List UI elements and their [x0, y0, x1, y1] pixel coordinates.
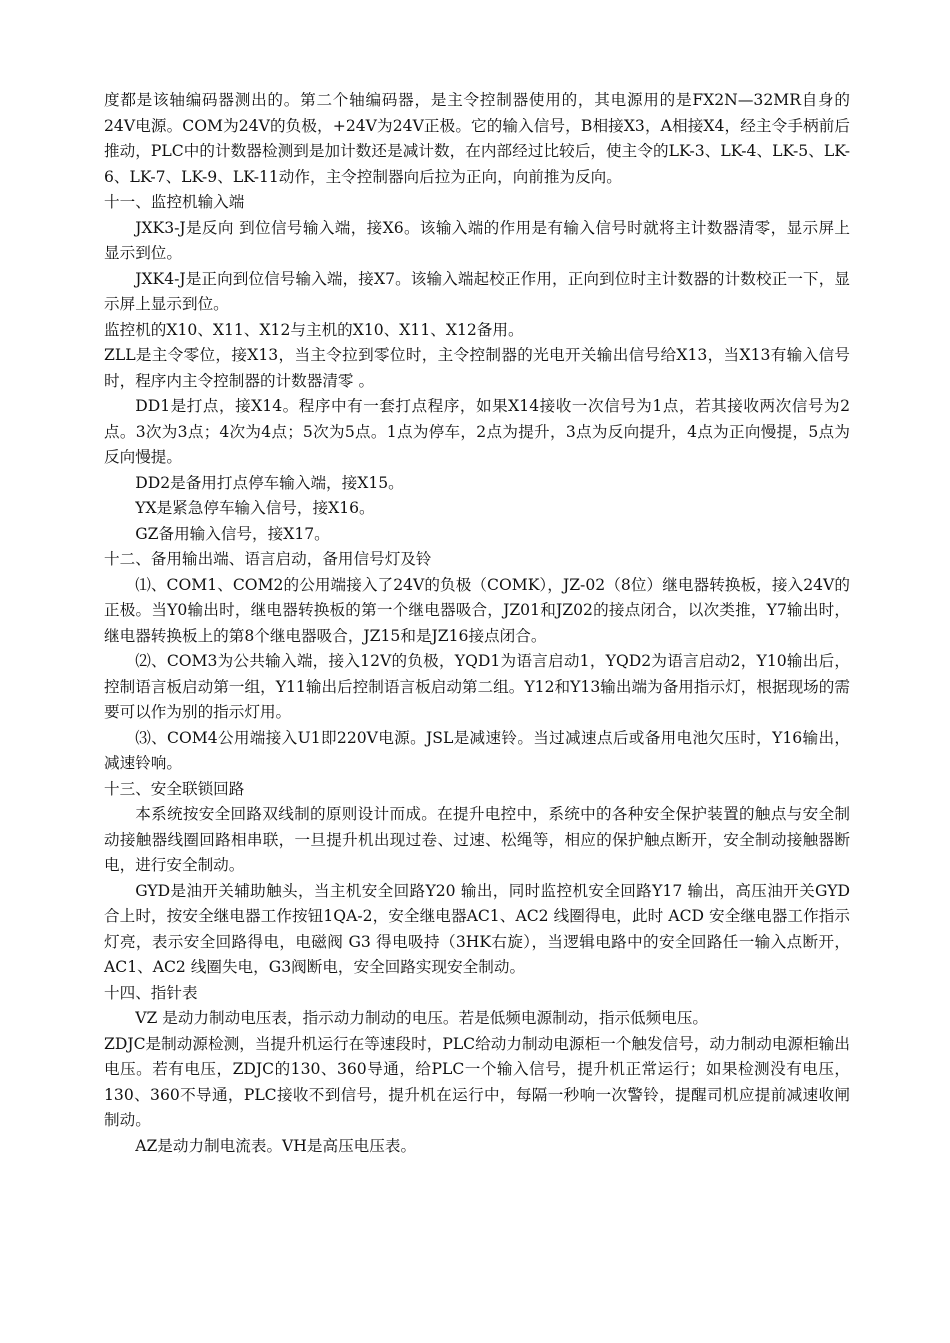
paragraph-dd2: DD2是备用打点停车输入端，接X15。 — [135, 473, 404, 492]
paragraph-dd1: DD1是打点，接X14。程序中有一套打点程序，如果X14接收一次信号为1点，若其接收两次信号为2点。3次为3点；4次为4点；5次为5点。1点为停车，2点为提升，3点为反向提升，4点为正向慢提，5点为反向慢提。 — [104, 397, 850, 466]
paragraph-encoder: 度都是该轴编码器测出的。第二个轴编码器，是主令控制器使用的，其电源用的是FX2N—32MR自身的24V电源。COM为24V的负极，+24V为24V正极。它的输入信号，B相接X3，A相接X4，经主令手柄前后推动，PLC中的计数器检测到是加计数还是减计数，在内部经过比较后，使主令的LK-3、LK-4、LK-5、LK-6、LK-7、LK-9、LK-11动作，主令控制器向后拉为正向，向前推为反向。 — [104, 91, 850, 186]
paragraph-safety-design: 本系统按安全回路双线制的原则设计而成。在提升电控中，系统中的各种安全保护装置的触点与安全制动接触器线圈回路相串联，一旦提升机出现过卷、过速、松绳等，相应的保护触点断开，安全制动接触器断电，进行安全制动。 — [104, 805, 850, 874]
section-heading-12: 十二、备用输出端、语言启动，备用信号灯及铃 — [104, 550, 432, 568]
paragraph-jxk4: JXK4-J是正向到位信号输入端，接X7。该输入端起校正作用，正向到位时主计数器的计数校正一下，显示屏上显示到位。 — [104, 269, 850, 313]
paragraph-com1-com2: ⑴、COM1、COM2的公用端接入了24V的负极（COMK），JZ-02（8位）继电器转换板，接入24V的正极。当Y0输出时，继电器转换板的第一个继电器吸合，JZ01和JZ02的接点闭合，以次类推，Y7输出时，继电器转换板上的第8个继电器吸合，JZ15和是JZ16接点闭合。 — [104, 575, 850, 645]
paragraph-x10-x12: 监控机的X10、X11、X12与主机的X10、X11、X12备用。 — [104, 320, 524, 339]
paragraph-zll: ZLL是主令零位，接X13，当主令拉到零位时，主令控制器的光电开关输出信号给X13，当X13有输入信号时，程序内主令控制器的计数器清零 。 — [104, 346, 850, 390]
document-page — [104, 88, 850, 1159]
paragraph-zdjc: ZDJC是制动源检测，当提升机运行在等速段时，PLC给动力制动电源柜一个触发信号，动力制动电源柜输出电压。若有电压，ZDJC的130、360导通，给PLC一个输入信号，提升机正常运行；如果检测没有电压，130、360不导通，PLC接收不到信号，提升机在运行中，每隔一秒响一次警铃，提醒司机应提前减速收闸制动。 — [104, 1034, 850, 1129]
section-heading-11: 十一、监控机输入端 — [104, 193, 245, 211]
paragraph-vz: VZ 是动力制动电压表，指示动力制动的电压。若是低频电源制动，指示低频电压。 — [135, 1009, 709, 1027]
section-heading-13: 十三、安全联锁回路 — [104, 779, 245, 798]
paragraph-gyd: GYD是油开关辅助触头，当主机安全回路Y20 输出，同时监控机安全回路Y17 输出，高压油开关GYD合上时，按安全继电器工作按钮1QA-2，安全继电器AC1、AC2 线圈得电，此时 ACD 安全继电器工作指示灯亮，表示安全回路得电，电磁阀 G3 得电吸持（3HK右旋），当逻辑电路中的安全回路任一输入点断开，AC1、AC2 线圈失电，G3阀断电，安全回路实现安全制动。 — [104, 881, 850, 976]
paragraph-com4: ⑶、COM4公用端接入U1即220V电源。JSL是减速铃。当过减速点后或备用电池欠压时，Y16输出，减速铃响。 — [104, 728, 850, 772]
section-heading-14: 十四、指针表 — [104, 983, 198, 1002]
paragraph-yx: YX是紧急停车输入信号，接X16。 — [135, 499, 375, 517]
paragraph-com3: ⑵、COM3为公共输入端，接入12V的负极，YQD1为语言启动1，YQD2为语言启动2，Y10输出后，控制语言板启动第一组，Y11输出后控制语言板启动第二组。Y12和Y13输出端为备用指示灯，根据现场的需要可以作为别的指示灯用。 — [104, 652, 850, 721]
paragraph-jxk3: JXK3-J是反向 到位信号输入端，接X6。该输入端的作用是有输入信号时就将主计数器清零，显示屏上显示到位。 — [104, 218, 850, 262]
paragraph-az-vh: AZ是动力制电流表。VH是高压电压表。 — [135, 1136, 417, 1155]
paragraph-gz: GZ备用输入信号，接X17。 — [135, 524, 330, 543]
